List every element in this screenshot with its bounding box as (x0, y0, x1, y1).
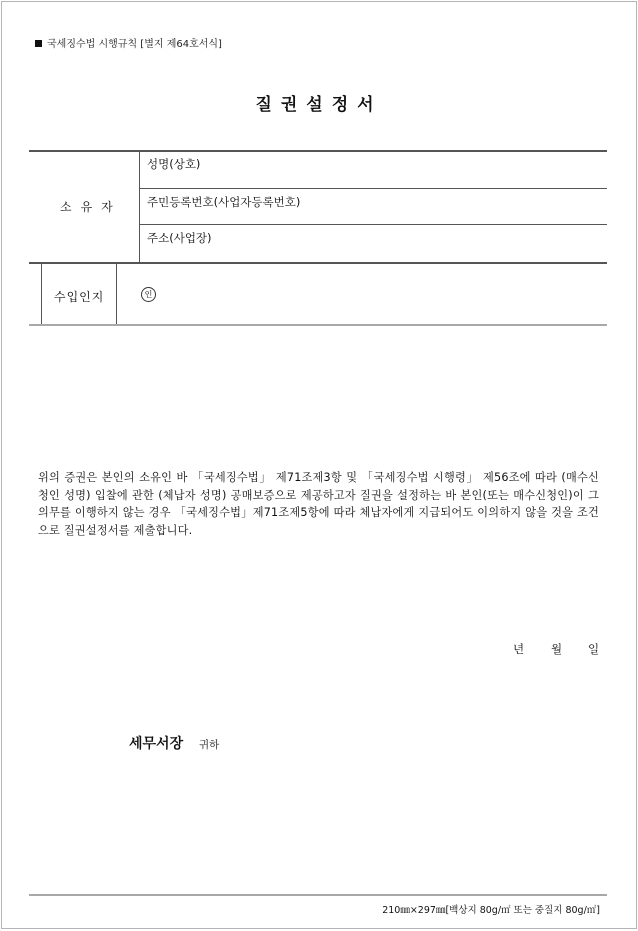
owner-column-divider (139, 151, 140, 263)
square-bullet-icon (35, 40, 42, 47)
address-field-label: 주소(사업장) (147, 231, 212, 245)
document-title: 질권설정서 (255, 95, 383, 115)
recipient-suffix: 귀하 (199, 739, 220, 751)
date-month: 월 (551, 642, 563, 656)
paper-spec: 210㎜×297㎜[백상지 80g/㎡ 또는 중질지 80g/㎡] (382, 905, 600, 916)
stamp-left-border (41, 264, 42, 325)
row-divider-1 (139, 188, 607, 189)
stamp-column-divider (116, 264, 117, 325)
table-bottom-border (29, 324, 607, 326)
registration-number-field-label: 주민등록번호(사업자등록번호) (147, 195, 301, 209)
date-year: 년 (513, 642, 525, 656)
seal-mark: 인 (141, 287, 156, 302)
owner-label: 소유자 (60, 200, 122, 214)
form-page (1, 1, 637, 929)
table-top-border (29, 150, 607, 152)
row-divider-2 (139, 224, 607, 225)
recipient-name: 세무서장 (129, 736, 184, 752)
statement-paragraph: 위의 증권은 본인의 소유인 바 「국세징수법」 제71조제3항 및 「국세징수법 시행령」 제56조에 따라 (매수신청인 성명) 입찰에 관한 (체납자 성명) 공매보증으로 제공하고자 질권을 설정하는 바 본인(또는 매수신청인)이 그 의무를 이행하지 않는 경우 「국세징수법」제71조제5항에 따라 체납자에게 지급되어도 이의하지 않을 것을 조건으로 질권설정서를 제출합니다. (38, 471, 599, 537)
revenue-stamp-label: 수입인지 (54, 290, 105, 304)
date-day: 일 (588, 642, 600, 656)
name-field-label: 성명(상호) (147, 157, 201, 171)
footer-divider (29, 894, 607, 896)
form-reference (35, 35, 222, 50)
form-reference-text: 국세징수법 시행규칙 [별지 제64호서식] (47, 39, 222, 50)
